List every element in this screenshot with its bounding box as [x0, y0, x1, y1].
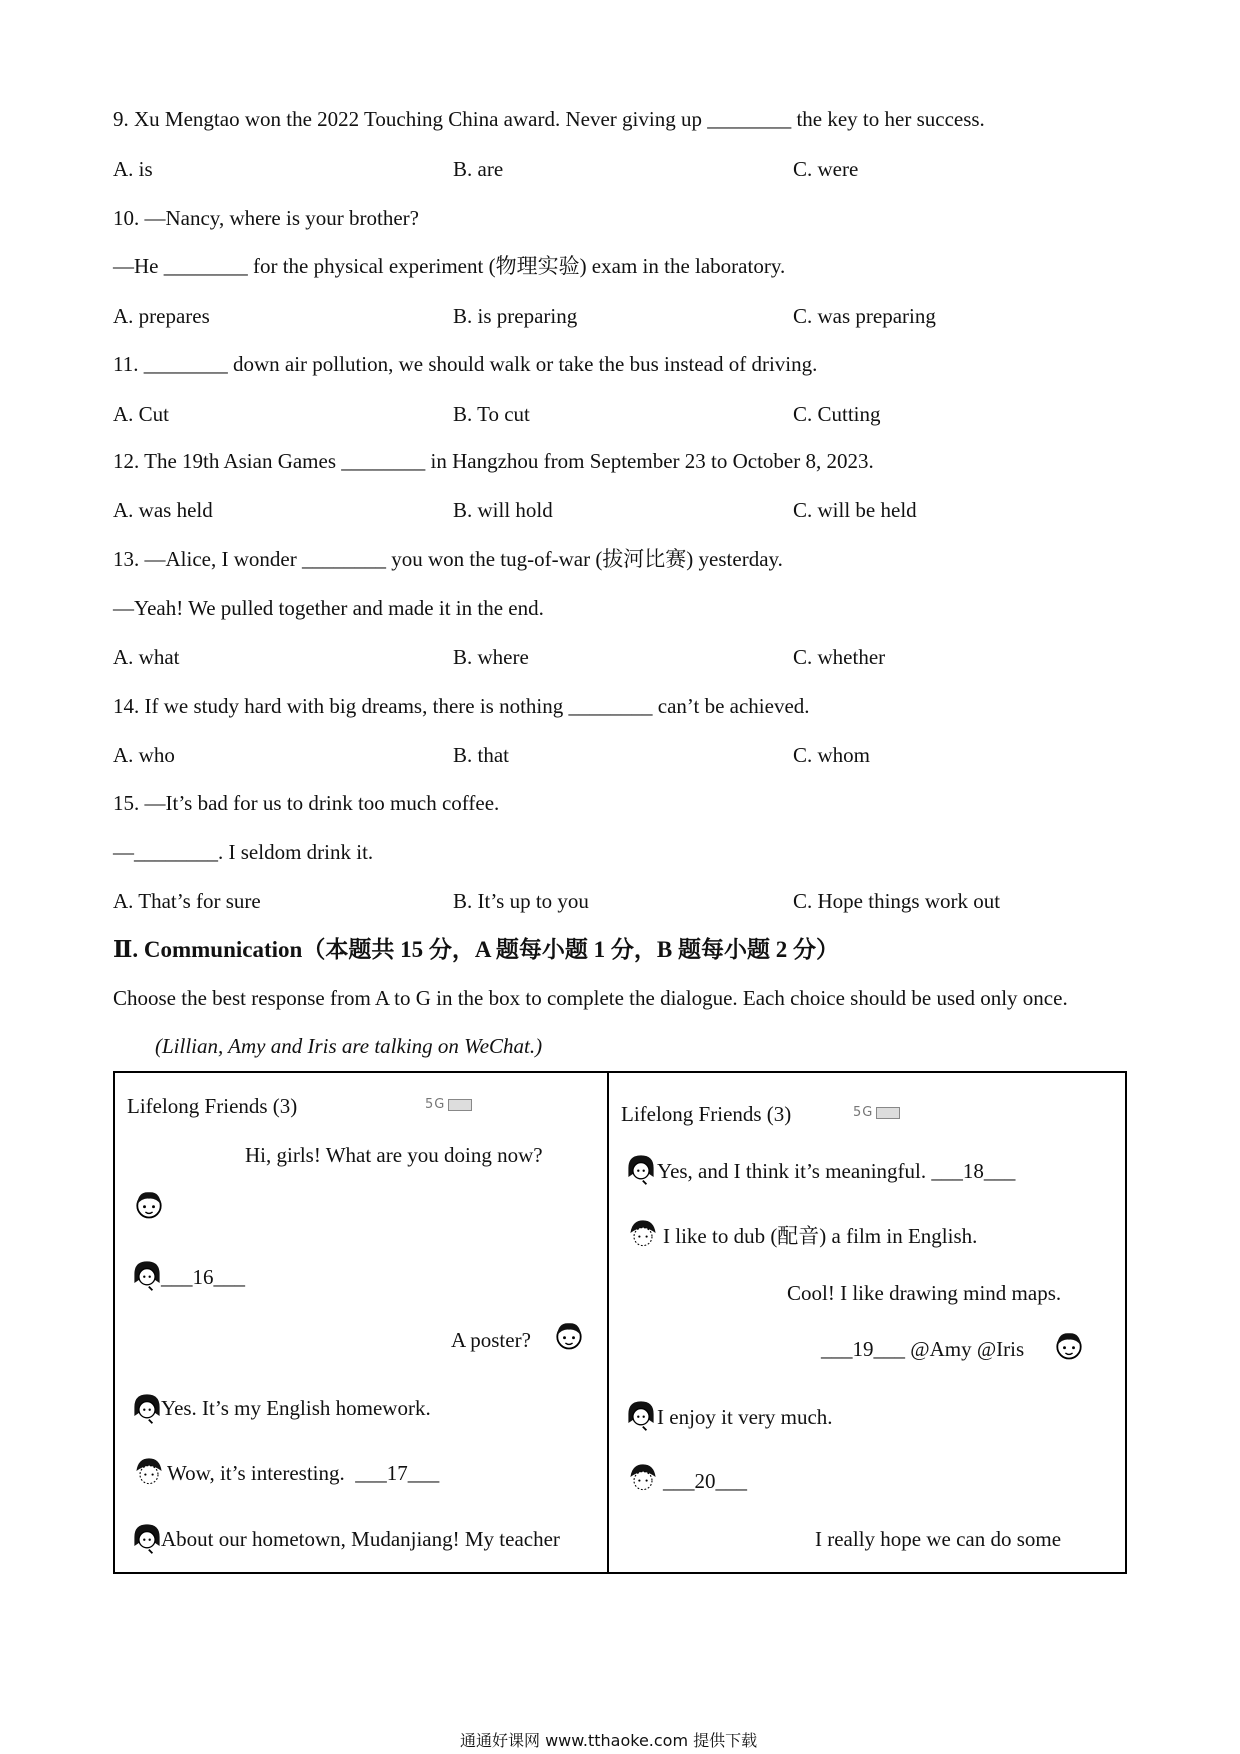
blank-19: ___19___ [821, 1337, 905, 1361]
q12-option-b: B. will hold [453, 498, 553, 522]
girl-avatar-icon [131, 1186, 167, 1222]
left-signal-indicator [425, 1098, 472, 1111]
q15-option-a: A. That’s for sure [113, 889, 261, 913]
page-footer: 通通好课网 www.tthaoke.com 提供下载 [460, 1731, 758, 1750]
q14-option-a: A. who [113, 743, 175, 767]
question-13: 13. —Alice, I wonder ________ you won the tug-of-war (拔河比赛) yesterday. [113, 547, 783, 571]
right-signal-label: 5G [853, 1105, 874, 1120]
section-2-instruction: Choose the best response from A to G in the box to complete the dialogue. Each choice should be used only once. [113, 986, 1068, 1010]
question-9: 9. Xu Mengtao won the 2022 Touching China award. Never giving up ________ the key to her success. [113, 107, 985, 131]
boy-avatar-icon [625, 1215, 661, 1251]
q14-option-b: B. that [453, 743, 509, 767]
q10-option-b: B. is preparing [453, 304, 578, 328]
question-10-line2: —He ________ for the physical experiment (物理实验) exam in the laboratory. [113, 254, 786, 278]
q12-option-a: A. was held [113, 498, 213, 522]
question-10: 10. —Nancy, where is your brother? [113, 206, 419, 230]
right-msg-4-mentions: @Amy @Iris [910, 1337, 1025, 1361]
question-15: 15. —It’s bad for us to drink too much coffee. [113, 791, 500, 815]
left-group-name: Lifelong Friends (3) [127, 1094, 298, 1118]
q10-option-c: C. was preparing [793, 304, 936, 328]
right-msg-1-text: Yes, and I think it’s meaningful. [657, 1159, 927, 1183]
question-11: 11. ________ down air pollution, we should walk or take the bus instead of driving. [113, 352, 818, 376]
left-signal-label: 5G [425, 1097, 446, 1112]
q14-option-c: C. whom [793, 743, 871, 767]
q13-option-c: C. whether [793, 645, 886, 669]
girl-bob-avatar-icon [129, 1256, 165, 1292]
blank-18: ___18___ [931, 1159, 1016, 1183]
girl-bob-avatar-icon [129, 1389, 165, 1425]
section-2-title: Ⅱ. Communication（本题共 15 分，A 题每小题 1 分，B 题每小题 2 分） [113, 937, 840, 962]
q11-option-a: A. Cut [113, 402, 170, 426]
boy-avatar-icon [131, 1453, 167, 1489]
question-12: 12. The 19th Asian Games ________ in Hangzhou from September 23 to October 8, 2023. [113, 449, 874, 473]
left-msg-5 [167, 1463, 439, 1484]
blank-16: ___16___ [161, 1265, 245, 1289]
girl-avatar-icon [551, 1317, 587, 1353]
right-group-name: Lifelong Friends (3) [621, 1102, 792, 1126]
left-msg-3: A poster? [451, 1328, 531, 1352]
q9-option-c: C. were [793, 157, 859, 181]
q9-option-a: A. is [113, 157, 153, 181]
right-msg-5: I enjoy it very much. [657, 1405, 833, 1429]
right-msg-3: Cool! I like drawing mind maps. [787, 1281, 1062, 1305]
question-14: 14. If we study hard with big dreams, there is nothing ________ can’t be achieved. [113, 694, 810, 718]
girl-bob-avatar-icon [623, 1150, 659, 1186]
battery-icon [448, 1099, 472, 1111]
question-13-line2: —Yeah! We pulled together and made it in the end. [113, 596, 544, 620]
q13-option-a: A. what [113, 645, 180, 669]
right-signal-indicator [853, 1106, 900, 1119]
right-msg-2: I like to dub (配音) a film in English. [663, 1224, 978, 1248]
right-msg-1 [657, 1161, 1015, 1182]
panel-divider [607, 1073, 609, 1572]
girl-bob-avatar-icon [623, 1396, 659, 1432]
girl-avatar-icon [1051, 1327, 1087, 1363]
q10-option-a: A. prepares [113, 304, 210, 328]
q13-option-b: B. where [453, 645, 529, 669]
battery-icon [876, 1107, 900, 1119]
dialogue-context: (Lillian, Amy and Iris are talking on WeChat.) [155, 1034, 543, 1058]
right-msg-4 [821, 1339, 1024, 1360]
left-msg-4: Yes. It’s my English homework. [161, 1396, 431, 1420]
boy-avatar-icon [625, 1459, 661, 1495]
q15-option-c: C. Hope things work out [793, 889, 1001, 913]
blank-17: ___17___ [355, 1461, 440, 1485]
left-msg-6: About our hometown, Mudanjiang! My teacher [161, 1527, 560, 1551]
q12-option-c: C. will be held [793, 498, 917, 522]
blank-20: ___20___ [663, 1469, 747, 1493]
q11-option-c: C. Cutting [793, 402, 881, 426]
right-msg-7: I really hope we can do some [815, 1527, 1062, 1551]
q11-option-b: B. To cut [453, 402, 530, 426]
left-msg-5-text: Wow, it’s interesting. [167, 1461, 345, 1485]
question-15-line2: —________. I seldom drink it. [113, 840, 374, 864]
q9-option-b: B. are [453, 157, 504, 181]
left-msg-1: Hi, girls! What are you doing now? [245, 1143, 543, 1167]
wechat-dialogue-box [113, 1071, 1127, 1574]
girl-bob-avatar-icon [129, 1519, 165, 1555]
q15-option-b: B. It’s up to you [453, 889, 589, 913]
